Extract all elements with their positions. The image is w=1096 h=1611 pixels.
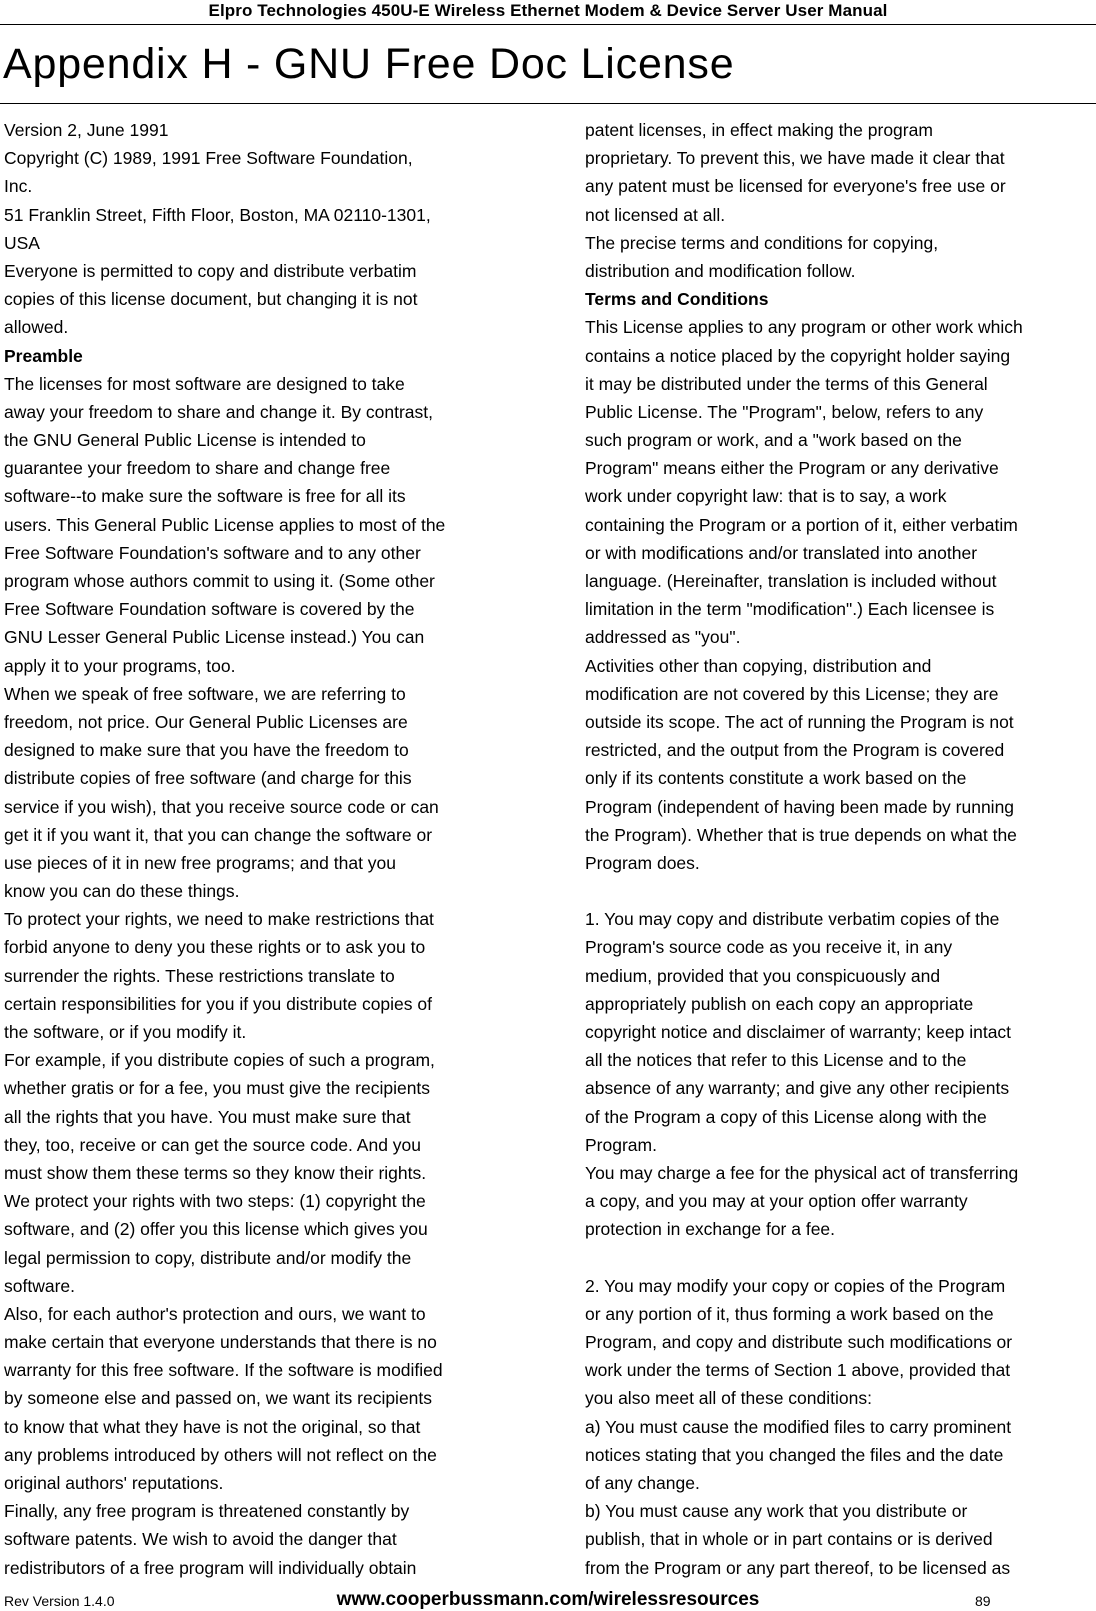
text-line: copies of this license document, but changing it is not — [4, 289, 418, 310]
text-line: contains a notice placed by the copyright holder saying — [585, 345, 1011, 366]
text-line: USA — [4, 232, 40, 253]
text-line: all the rights that you have. You must make sure that — [4, 1106, 411, 1127]
text-line: any patent must be licensed for everyone's free use or — [585, 176, 1006, 197]
text-line: a) You must cause the modified files to carry prominent — [585, 1416, 1012, 1437]
text-line: Copyright (C) 1989, 1991 Free Software Foundation, — [4, 148, 413, 169]
text-line: containing the Program or a portion of it, either verbatim — [585, 514, 1018, 535]
text-line: Finally, any free program is threatened constantly by — [4, 1501, 410, 1522]
text-line: not licensed at all. — [585, 204, 726, 225]
text-line: designed to make sure that you have the freedom to — [4, 740, 409, 761]
text-line: publish, that in whole or in part contains or is derived — [585, 1529, 993, 1550]
text-line: certain responsibilities for you if you distribute copies of — [4, 993, 432, 1014]
text-line: Program, and copy and distribute such modifications or — [585, 1332, 1013, 1353]
text-line: all the notices that refer to this License and to the — [585, 1050, 967, 1071]
text-line: or any portion of it, thus forming a work based on the — [585, 1303, 994, 1324]
page-footer — [0, 1589, 1096, 1611]
text-line: legal permission to copy, distribute and/or modify the — [4, 1247, 412, 1268]
text-line: You may charge a fee for the physical act of transferring — [585, 1162, 1019, 1183]
text-line: forbid anyone to deny you these rights or to ask you to — [4, 937, 426, 958]
text-line: program whose authors commit to using it. (Some other — [4, 571, 435, 591]
text-line: the GNU General Public License is intended to — [4, 430, 366, 451]
text-line: surrender the rights. These restrictions translate to — [4, 965, 395, 986]
text-line: original authors' reputations. — [4, 1473, 224, 1493]
text-line: Also, for each author's protection and ours, we want to — [4, 1303, 426, 1324]
text-line: freedom, not price. Our General Public Licenses are — [4, 711, 408, 732]
text-line: distribution and modification follow. — [585, 260, 856, 281]
text-line: apply it to your programs, too. — [4, 655, 236, 676]
text-line: of the Program a copy of this License along with the — [585, 1106, 987, 1127]
text-line: away your freedom to share and change it. By contrast, — [4, 401, 433, 422]
text-line: b) You must cause any work that you distribute or — [585, 1501, 968, 1522]
text-line: modification are not covered by this License; they are — [585, 683, 999, 704]
section-heading: Preamble — [4, 345, 83, 366]
text-line: notices stating that you changed the files and the date — [585, 1444, 1004, 1465]
text-line: patent licenses, in effect making the program — [585, 120, 933, 140]
text-line: software. — [4, 1275, 75, 1296]
text-line: redistributors of a free program will individually obtain — [4, 1557, 417, 1578]
text-line: by someone else and passed on, we want its recipients — [4, 1388, 433, 1409]
page-title: Appendix H - GNU Free Doc License — [3, 40, 735, 88]
text-line: absence of any warranty; and give any other recipients — [585, 1078, 1010, 1099]
text-line: Everyone is permitted to copy and distribute verbatim — [4, 260, 417, 281]
text-line: a copy, and you may at your option offer warranty — [585, 1191, 968, 1212]
text-line: To protect your rights, we need to make restrictions that — [4, 909, 434, 930]
text-line: the Program). Whether that is true depends on what the — [585, 824, 1017, 845]
running-header: Elpro Technologies 450U-E Wireless Ethernet Modem & Device Server User Manual — [208, 1, 888, 20]
text-line: protection in exchange for a fee. — [585, 1219, 836, 1240]
text-line: appropriately publish on each copy an appropriate — [585, 993, 974, 1014]
text-line: allowed. — [4, 317, 69, 338]
text-line: Program does. — [585, 852, 700, 873]
text-line: make certain that everyone understands that there is no — [4, 1332, 437, 1353]
text-line: use pieces of it in new free programs; and that you — [4, 852, 397, 873]
text-line: get it if you want it, that you can change the software or — [4, 824, 433, 845]
text-line: software patents. We wish to avoid the danger that — [4, 1529, 397, 1550]
text-line: Program (independent of having been made by running — [585, 796, 1015, 817]
text-line: 1. You may copy and distribute verbatim copies of the — [585, 909, 1000, 930]
text-line: service if you wish), that you receive source code or can — [4, 796, 439, 817]
text-line: the software, or if you modify it. — [4, 1022, 247, 1042]
title-divider — [0, 103, 1096, 104]
text-line: outside its scope. The act of running the Program is not — [585, 711, 1014, 732]
text-line: GNU Lesser General Public License instead.) You can — [4, 627, 425, 648]
text-line: of any change. — [585, 1473, 700, 1493]
text-line: We protect your rights with two steps: (1) copyright the — [4, 1191, 426, 1212]
text-line: 2. You may modify your copy or copies of the Program — [585, 1275, 1006, 1296]
text-line: from the Program or any part thereof, to be licensed as — [585, 1557, 1011, 1578]
text-line: such program or work, and a "work based on the — [585, 430, 962, 451]
section-heading: Terms and Conditions — [585, 289, 769, 310]
text-line: work under copyright law: that is to say, a work — [585, 486, 947, 507]
text-line: When we speak of free software, we are referring to — [4, 683, 406, 704]
text-line: software, and (2) offer you this license which gives you — [4, 1219, 428, 1240]
text-line: guarantee your freedom to share and change free — [4, 458, 391, 479]
text-line: addressed as "you". — [585, 627, 741, 648]
text-line: whether gratis or for a fee, you must give the recipients — [4, 1078, 431, 1099]
text-line: copyright notice and disclaimer of warranty; keep intact — [585, 1022, 1012, 1042]
text-line: to know that what they have is not the original, so that — [4, 1416, 421, 1437]
text-line: work under the terms of Section 1 above, provided that — [585, 1360, 1011, 1381]
text-line: proprietary. To prevent this, we have made it clear that — [585, 148, 1005, 169]
text-line: limitation in the term "modification".) Each licensee is — [585, 599, 995, 620]
text-line: This License applies to any program or other work which — [585, 317, 1023, 338]
text-line: 51 Franklin Street, Fifth Floor, Boston, MA 02110-1301, — [4, 204, 431, 225]
text-line: language. (Hereinafter, translation is included without — [585, 571, 997, 591]
footer-version: Rev Version 1.4.0 — [4, 1593, 115, 1609]
text-line: software--to make sure the software is free for all its — [4, 486, 406, 507]
text-line: Activities other than copying, distribution and — [585, 655, 932, 676]
left-column — [4, 116, 524, 1582]
text-line: medium, provided that you conspicuously and — [585, 965, 941, 986]
text-line: The precise terms and conditions for copying, — [585, 232, 939, 253]
text-line: For example, if you distribute copies of such a program, — [4, 1050, 435, 1071]
text-line: any problems introduced by others will not reflect on the — [4, 1444, 437, 1465]
text-line: Free Software Foundation software is covered by the — [4, 599, 415, 620]
text-line: Program" means either the Program or any derivative — [585, 458, 999, 479]
text-line: restricted, and the output from the Program is covered — [585, 740, 1005, 761]
text-line: must show them these terms so they know their rights. — [4, 1162, 427, 1183]
text-line: Program's source code as you receive it, in any — [585, 937, 953, 958]
text-line: they, too, receive or can get the source code. And you — [4, 1134, 422, 1155]
text-line: it may be distributed under the terms of this General — [585, 373, 988, 394]
text-line: The licenses for most software are designed to take — [4, 373, 405, 394]
text-line: you also meet all of these conditions: — [585, 1388, 872, 1409]
footer-page-number: 89 — [975, 1593, 991, 1609]
text-line: Version 2, June 1991 — [4, 120, 169, 140]
text-line: know you can do these things. — [4, 881, 240, 902]
header-divider — [0, 24, 1096, 25]
right-column — [585, 116, 1093, 1582]
blank-line — [585, 1244, 1093, 1272]
text-line: warranty for this free software. If the software is modified — [4, 1360, 443, 1381]
blank-line — [585, 877, 1093, 905]
footer-url-link[interactable]: www.cooperbussmann.com/wirelessresources — [336, 1589, 760, 1610]
text-line: Inc. — [4, 176, 33, 197]
text-line: Program. — [585, 1134, 657, 1155]
text-line: users. This General Public License applies to most of the — [4, 514, 446, 535]
text-line: Public License. The "Program", below, refers to any — [585, 401, 984, 422]
text-line: distribute copies of free software (and charge for this — [4, 768, 412, 789]
text-line: Free Software Foundation's software and to any other — [4, 542, 421, 563]
text-line: or with modifications and/or translated into another — [585, 542, 978, 563]
text-line: only if its contents constitute a work based on the — [585, 768, 967, 789]
